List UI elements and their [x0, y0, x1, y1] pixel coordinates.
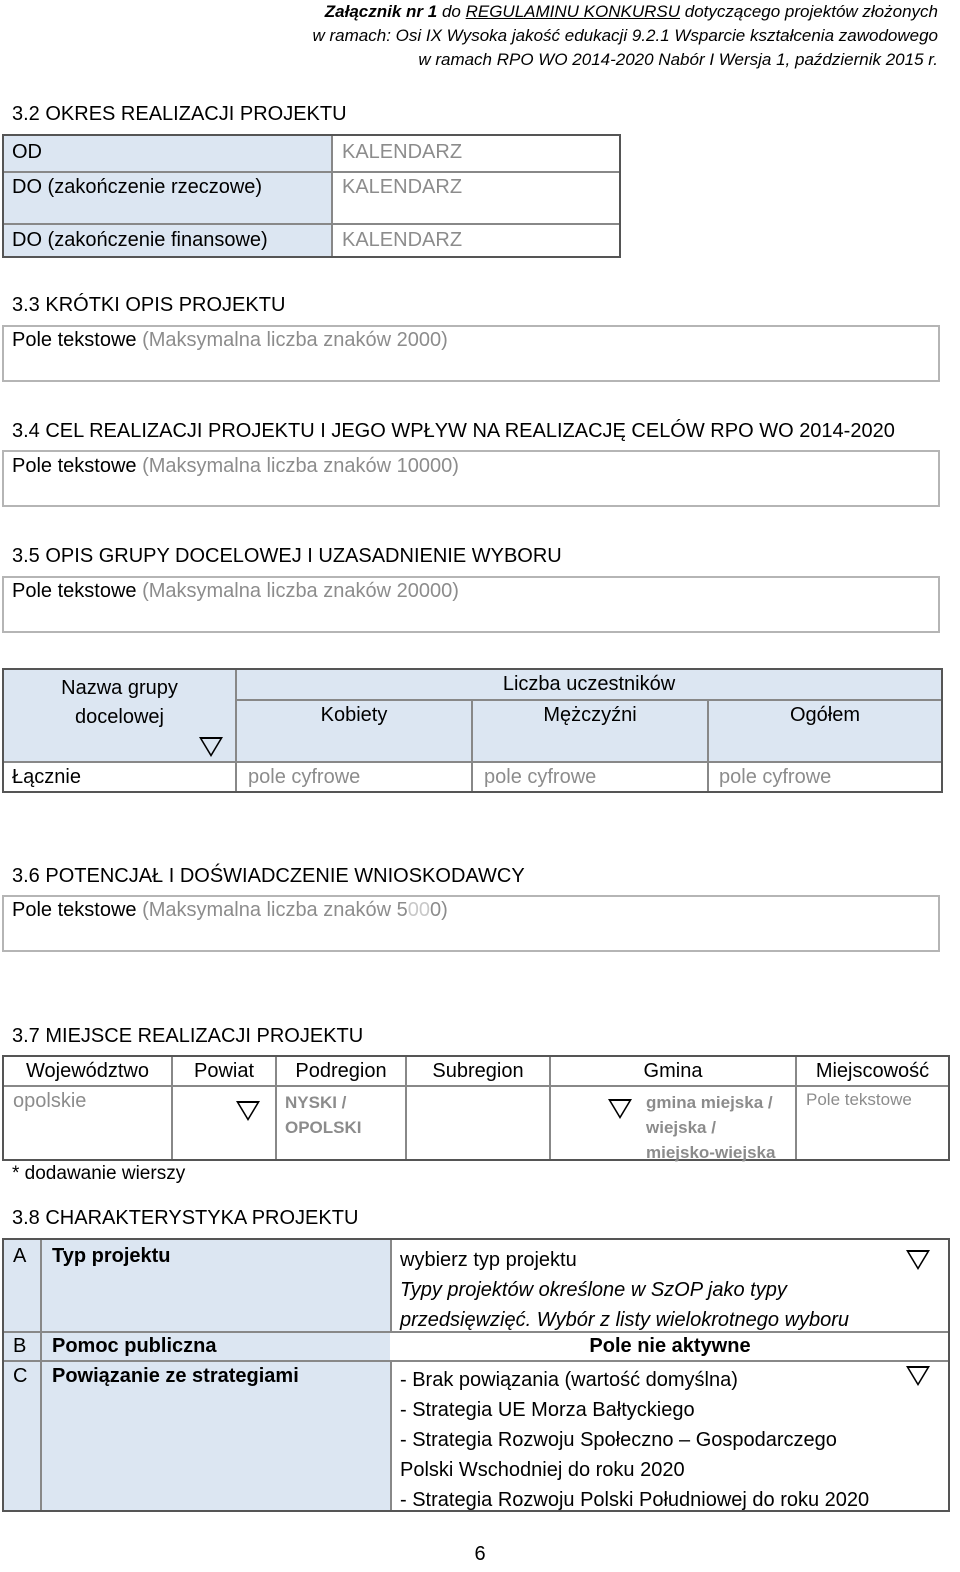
col-voivodeship: Województwo [25, 1060, 150, 1082]
goal-label: Pole tekstowe (Maksymalna liczba znaków 10000) [12, 455, 459, 477]
total-row-label: Łącznie [12, 766, 81, 788]
women-header: Kobiety [320, 704, 388, 726]
strategy-option[interactable]: - Brak powiązania (wartość domyślna) [400, 1369, 738, 1391]
subregion-value: NYSKI / OPOLSKI [285, 1093, 362, 1137]
section-3-7-title: 3.7 MIEJSCE REALIZACJI PROJEKTU [12, 1025, 364, 1047]
col-locality: Miejscowość [815, 1060, 930, 1082]
period-to-material-label: DO (zakończenie rzeczowe) [12, 176, 263, 198]
header-text: dotyczącego projektów złożonych [684, 2, 938, 21]
char-limit-hint: (Maksymalna liczba znaków 20000) [142, 580, 459, 602]
section-3-8-title: 3.8 CHARAKTERYSTYKA PROJEKTU [12, 1207, 359, 1229]
state-aid-label: Pomoc publiczna [52, 1335, 217, 1357]
document-header [313, 0, 938, 72]
commune-dropdown-arrow-icon[interactable] [608, 1099, 632, 1119]
total-header: Ogółem [789, 704, 861, 726]
project-type-label: Typ projektu [52, 1245, 171, 1267]
char-limit-hint: (Maksymalna liczba znaków 10000) [142, 455, 459, 477]
location-table [2, 1055, 950, 1161]
project-type-select[interactable]: wybierz typ projektu Typy projektów określone w SzOP jako typy przedsięwzięć. Wybór z listy wielokrotnego wyboru [400, 1249, 850, 1331]
locality-field[interactable]: Pole tekstowe [806, 1090, 912, 1109]
header-line-3: w ramach RPO WO 2014-2020 Nabór I Wersja 1, październik 2015 r. [418, 50, 938, 69]
period-to-financial-calendar[interactable]: KALENDARZ [342, 229, 463, 251]
group-dropdown-arrow-icon[interactable] [199, 737, 223, 757]
women-number-field[interactable]: pole cyfrowe [248, 766, 361, 788]
period-from-label: OD [12, 141, 42, 163]
commune-type-options[interactable]: gmina miejska / wiejska / miejsko-wiejska [646, 1093, 776, 1162]
participants-table [2, 668, 943, 793]
row-b-letter: B [13, 1335, 27, 1357]
char-limit-hint: (Maksymalna liczba znaków 2000) [142, 329, 448, 351]
col-subregion-1: Podregion [295, 1060, 387, 1082]
strategies-select[interactable] [400, 1365, 869, 1515]
period-to-financial-label: DO (zakończenie finansowe) [12, 229, 268, 251]
strategy-option[interactable]: - Strategia Rozwoju Społeczno – Gospodarczego [400, 1429, 837, 1451]
strategies-dropdown-arrow-icon[interactable] [906, 1366, 930, 1386]
strategies-label: Powiązanie ze strategiami [52, 1365, 299, 1387]
col-commune: Gmina [643, 1060, 703, 1082]
period-to-material-calendar[interactable]: KALENDARZ [342, 176, 463, 198]
period-from-calendar[interactable]: KALENDARZ [342, 141, 463, 163]
header-line-1 [313, 0, 938, 24]
header-text: do [441, 2, 461, 21]
page-number: 6 [474, 1543, 486, 1565]
voivodeship-value: opolskie [13, 1090, 87, 1112]
col-county: Powiat [193, 1060, 255, 1082]
regulation-link[interactable]: REGULAMINU KONKURSU [465, 2, 681, 21]
section-3-6-title: 3.6 POTENCJAŁ I DOŚWIADCZENIE WNIOSKODAWCY [12, 865, 525, 887]
strategy-option[interactable]: - Strategia UE Morza Bałtyckiego [400, 1399, 695, 1421]
men-header: Mężczyźni [543, 704, 637, 726]
characteristics-table [2, 1238, 950, 1512]
county-dropdown-arrow-icon[interactable] [236, 1101, 260, 1121]
participants-count-header: Liczba uczestników [502, 673, 676, 695]
row-c-letter: C [13, 1365, 28, 1387]
total-number-field[interactable]: pole cyfrowe [719, 766, 832, 788]
group-name-header: Nazwa grupy docelowej [61, 677, 178, 728]
section-3-3-title: 3.3 KRÓTKI OPIS PROJEKTU [12, 294, 286, 316]
row-a-letter: A [13, 1245, 27, 1267]
strategy-option[interactable]: - Strategia Rozwoju Polski Południowej do roku 2020 [400, 1489, 870, 1511]
men-number-field[interactable]: pole cyfrowe [484, 766, 597, 788]
state-aid-inactive: Pole nie aktywne [589, 1335, 751, 1357]
strategy-option[interactable]: Polski Wschodniej do roku 2020 [400, 1459, 685, 1481]
short-description-label: Pole tekstowe (Maksymalna liczba znaków 2000) [12, 329, 448, 351]
col-subregion-2: Subregion [432, 1060, 524, 1082]
annex-label: Załącznik nr 1 [324, 2, 438, 21]
target-group-label: Pole tekstowe (Maksymalna liczba znaków 20000) [12, 580, 459, 602]
header-line-2: w ramach: Osi IX Wysoka jakość edukacji 9.2.1 Wsparcie kształcenia zawodowego [312, 26, 938, 45]
section-3-2-title: 3.2 OKRES REALIZACJI PROJEKTU [12, 103, 347, 125]
applicant-potential-label: Pole tekstowe (Maksymalna liczba znaków 5000) [12, 899, 448, 921]
add-rows-note[interactable]: * dodawanie wierszy [12, 1163, 186, 1184]
section-3-5-title: 3.5 OPIS GRUPY DOCELOWEJ I UZASADNIENIE WYBORU [12, 545, 562, 567]
project-type-dropdown-arrow-icon[interactable] [906, 1250, 930, 1270]
section-3-4-title: 3.4 CEL REALIZACJI PROJEKTU I JEGO WPŁYW NA REALIZACJĘ CELÓW RPO WO 2014-2020 [12, 420, 895, 442]
period-table [2, 134, 621, 258]
